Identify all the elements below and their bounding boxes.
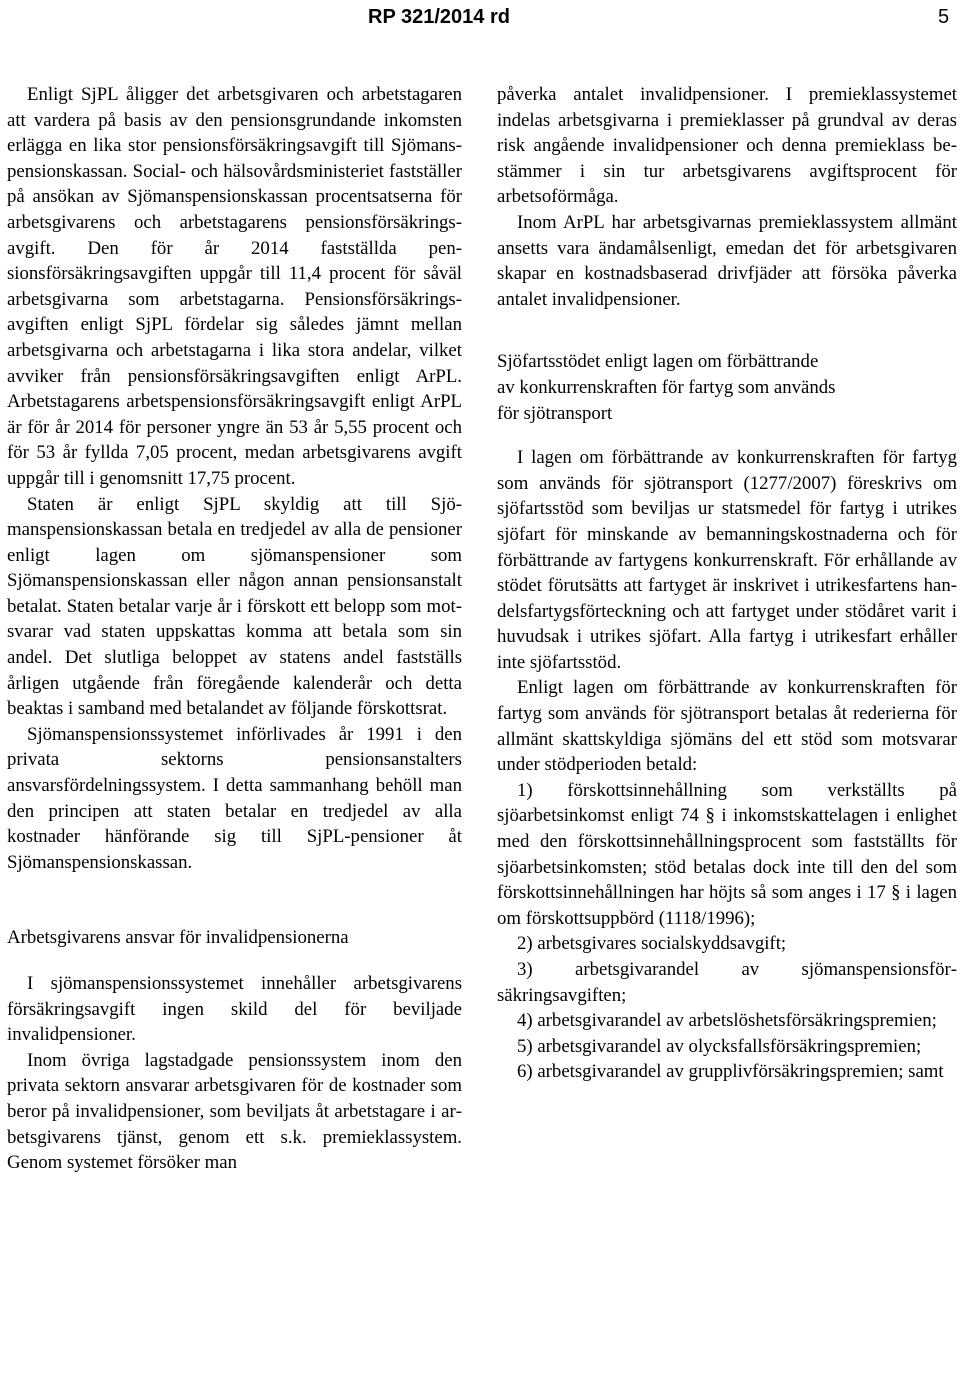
paragraph: Enligt lagen om förbättrande av konkurrenskraften för fartyg som används för sjötransport betalas åt rederierna för allmänt skattskyldiga sjömäns del ett stöd som motsvarar under stödperioden betald:: [497, 677, 957, 776]
paragraph: påverka antalet invalidpensioner. I premieklassystemet indelas arbetsgivarna i premieklasser på grundval av deras risk angående invalidpensioner och denna premieklass bestämmer i sin tur arbetsgivarens avgiftsprocent för arbetsoförmåga.: [497, 84, 957, 208]
page-number: 5: [938, 6, 950, 28]
section-heading-line: för sjötransport: [497, 402, 613, 424]
right-column: [497, 82, 957, 1085]
paragraph: I sjömanspensionssystemet innehåller arbetsgivarens försäkringsavgift ingen skild del för beviljade invalidpensioner.: [7, 973, 462, 1046]
paragraph: Enligt SjPL åligger det arbetsgivaren och arbetstagaren att vardera på basis av den pensionsgrundande inkomsten erlägga en lika stor pensionsförsäkringsavgift till Sjömanspensionskassan. Social- och hälsovårdsministeriet fastställer på ansökan av Sjömanspensionskassan procentsatserna för arbetsgivarens och arbetstagarens pensionsförsäkringsavgift. Den för år 2014 fastställda pensionsförsäkringsavgiften uppgår till 11,4 procent för såväl arbetsgivarna som arbetstagarna. Pensionsförsäkrings-avgiften enligt SjPL fördelar sig således jämnt mellan arbetsgivarna och arbetstagarna i lika stora andelar, vilket avviker från pensionsförsäkringsavgiften enligt ArPL. Arbetstagarens arbetspensionsförsäkringsavgift enligt ArPL är för år 2014 för personer yngre än 53 år 5,55 procent och för 53 år fyllda 7,05 procent, medan arbetsgivarens avgift uppgår till i genomsnitt 17,75 procent.: [7, 84, 462, 489]
page-header: [0, 0, 960, 40]
paragraph: Inom ArPL har arbetsgivarnas premieklassystem allmänt ansetts vara ändamålsenligt, emedan det för arbetsgivaren skapar en kostnadsbaserad drivfjäder att försöka påverka antalet invalidpensioner.: [497, 211, 957, 310]
document-id: RP 321/2014 rd: [368, 6, 510, 28]
paragraph: I lagen om förbättrande av konkurrenskraften för fartyg som används för sjötransport (1277/2007) föreskrivs om sjöfartsstöd som beviljas ur statsmedel för fartyg i utrikes sjöfart för minskande av bemanningskostnaderna och för förbättrande av fartygens konkurrenskraft. För erhållande av stödet förutsätts att fartyget är inskrivet i utrikesfartens handelsfartygsförteckning och att fartyget under stödåret varit i huvudsak i utrikes sjöfart. Alla fartyg i utrikesfart erhåller inte sjöfartsstöd.: [497, 447, 957, 673]
left-column: [7, 82, 462, 1176]
section-heading: [497, 349, 957, 426]
section-heading-line: Sjöfartsstödet enligt lagen om förbättrande: [497, 351, 819, 373]
list-item: 5) arbetsgivarandel av olycksfallsförsäkringspremien;: [517, 1035, 922, 1057]
paragraph: Sjömanspensionssystemet införlivades år 1991 i den privata sektorns pensionsanstalters ansvarsfördelningssystem. I detta sammanhang behöll man den principen att staten betalar en tredjedel av alla kostnader hänförande sig till SjPL-pensioner åt Sjömanspensionskassan.: [7, 723, 462, 873]
section-heading-line: av konkurrenskraften för fartyg som används: [497, 376, 836, 398]
list-item: 1) förskottsinnehållning som verkställts på sjöarbetsinkomst enligt 74 § i inkomstskattelagen i enlighet med den förskottsinnehållningsprocent som fastställts för sjöarbetsinkomsten; stöd betalas dock inte till den del som förskottsinnehållningen har höjts så som anges i 17 § i lagen om förskottsuppbörd (1118/1996);: [497, 779, 957, 929]
paragraph: Staten är enligt SjPL skyldig att till Sjömanspensionskassan betala en tredjedel av alla de pensioner enligt lagen om sjömanspensioner som Sjömanspensionskassan eller någon annan pensionsanstalt betalat. Staten betalar varje år i förskott ett belopp som motsvarar vad staten uppskattas komma att betala som sin andel. Det slutliga beloppet av statens andel fastställs årligen utgående från föregående kalenderår och detta beaktas i samband med betalandet av följande förskottsrat.: [7, 493, 462, 720]
list-item: 3) arbetsgivarandel av sjömanspensionsförsäkringsavgiften;: [497, 959, 957, 1006]
list-item: 4) arbetsgivarandel av arbetslöshetsförsäkringspremien;: [517, 1010, 937, 1032]
paragraph: Inom övriga lagstadgade pensionssystem inom den privata sektorn ansvarar arbetsgivaren för de kostnader som beror på invalidpensioner, som beviljats åt arbetstagare i arbetsgivarens tjänst, genom ett s.k. premieklassystem. Genom systemet försöker man: [7, 1049, 462, 1174]
list-item: 2) arbetsgivares socialskyddsavgift;: [517, 933, 787, 955]
section-heading: Arbetsgivarens ansvar för invalidpensionerna: [7, 927, 349, 949]
list-item: 6) arbetsgivarandel av grupplivförsäkringspremien; samt: [517, 1061, 944, 1083]
